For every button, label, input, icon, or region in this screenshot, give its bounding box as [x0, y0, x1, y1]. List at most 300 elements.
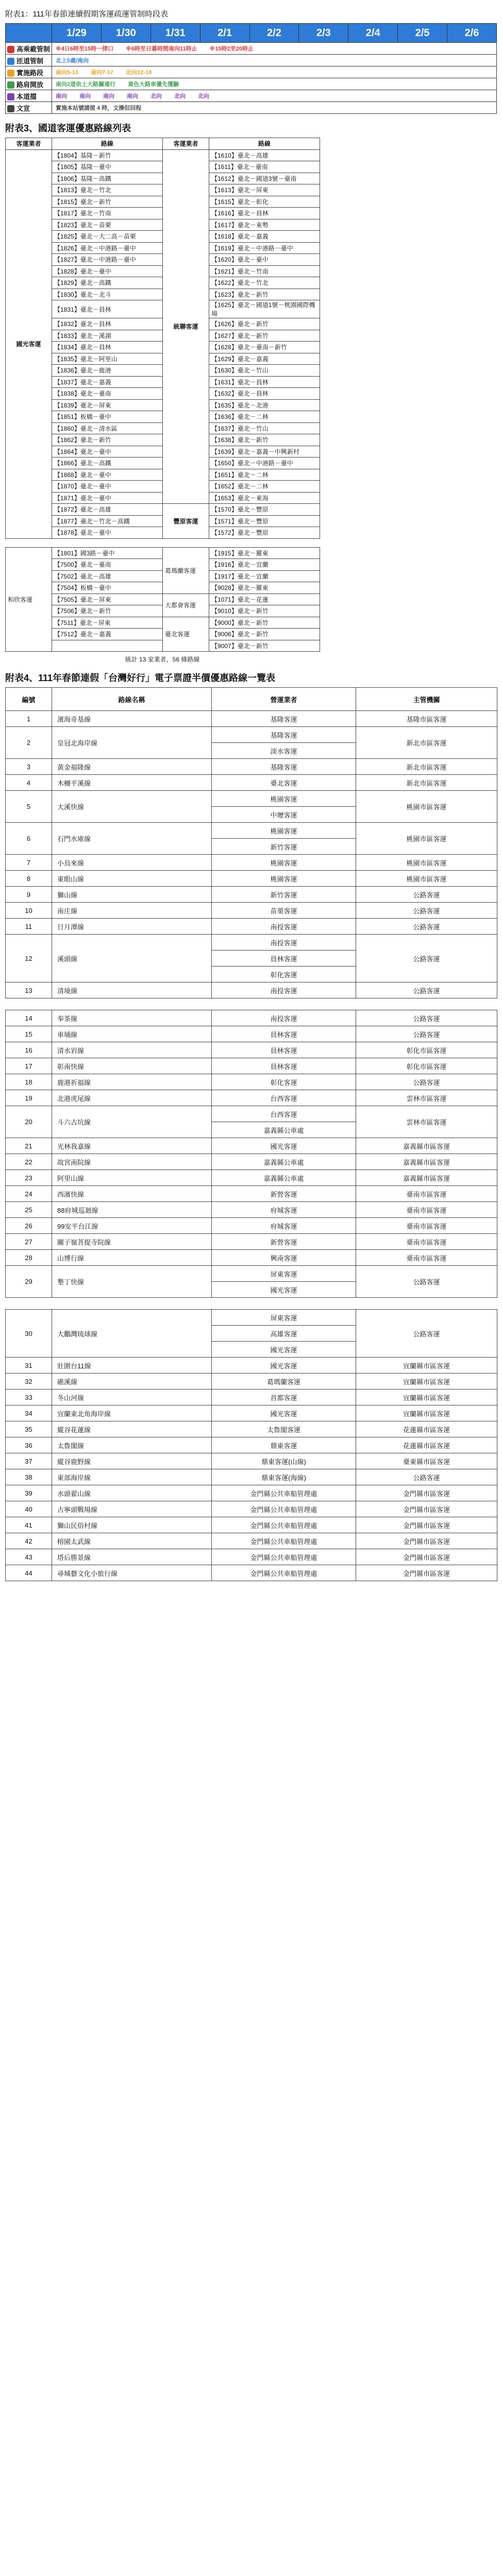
row-icon — [7, 46, 14, 53]
t4-no: 39 — [6, 1485, 52, 1501]
t3c-right-company: 葛瑪蘭客運 — [163, 547, 209, 594]
t4-authority: 臺南市區客運 — [356, 1250, 497, 1266]
t4-route-name: 太魯閣線 — [52, 1437, 212, 1453]
schedule-row-content — [52, 78, 497, 90]
t4-operator: 金門縣公共車船管理處 — [212, 1485, 356, 1501]
t4-route-name: 石門水庫線 — [52, 823, 212, 855]
t4-no: 36 — [6, 1437, 52, 1453]
t4-authority: 雲林市區客運 — [356, 1106, 497, 1138]
t4-operator: 員林客運 — [212, 1042, 356, 1058]
t4-authority: 嘉義縣市區客運 — [356, 1170, 497, 1186]
t4-no: 16 — [6, 1042, 52, 1058]
t4-operator: 桃園客運 — [212, 855, 356, 871]
t3-header: 客運業者 — [163, 138, 209, 150]
t4-route-name: 溪頭線 — [52, 935, 212, 982]
schedule-item: 南向 — [79, 93, 91, 99]
t4-authority: 臺南市區客運 — [356, 1202, 497, 1218]
schedule-item: 黃色大路車優先獲驗 — [128, 81, 179, 88]
t4-operator: 彰化客運 — [212, 1074, 356, 1090]
t3c-left-route: 【1801】國3路－臺中 — [52, 547, 163, 559]
row-icon — [7, 81, 14, 89]
t3c-right-route: 【1917】臺北－宜蘭 — [209, 570, 320, 582]
t4-header: 主管機關 — [356, 688, 497, 711]
t3-right-route: 【1628】臺北－臺南－新竹 — [209, 342, 320, 353]
schedule-item: 北向 — [150, 93, 162, 99]
t4-operator: 新營客運 — [212, 1186, 356, 1202]
t4-route-name: 木柵平溪線 — [52, 775, 212, 791]
t4-operator: 嘉義縣公車處 — [212, 1154, 356, 1170]
schedule-row-content — [52, 43, 497, 55]
schedule-item: ※4日6時至15時一律口 — [56, 46, 114, 52]
t4-no: 38 — [6, 1469, 52, 1485]
t4-authority: 公路客運 — [356, 982, 497, 998]
t3-left-route: 【1839】臺北－屏東 — [52, 399, 163, 411]
t4-operator: 台西客運 — [212, 1090, 356, 1106]
t3-header: 客運業者 — [6, 138, 52, 150]
t3-header: 路線 — [52, 138, 163, 150]
t3-left-route: 【1833】臺北－溪湖 — [52, 330, 163, 342]
t4-no: 32 — [6, 1374, 52, 1389]
t4-route-name: 山博行線 — [52, 1250, 212, 1266]
t3-left-route: 【1870】臺北－臺中 — [52, 481, 163, 493]
schedule-item: 北向 — [174, 93, 186, 99]
t3-right-route: 【1639】臺北－嘉義－中興新村 — [209, 446, 320, 457]
t4-operator: 新營客運 — [212, 1234, 356, 1250]
t4-operator: 金門縣公共車船管理處 — [212, 1517, 356, 1533]
t4-route-name: 冬山河線 — [52, 1389, 212, 1405]
t4-no: 19 — [6, 1090, 52, 1106]
t4-no: 30 — [6, 1310, 52, 1358]
t3-left-route: 【1877】臺北－竹北－高鐵 — [52, 515, 163, 527]
t3-left-route: 【1872】臺北－高雄 — [52, 504, 163, 516]
t4-no: 41 — [6, 1517, 52, 1533]
t4-route-name: 獅山線 — [52, 887, 212, 903]
t4-no: 24 — [6, 1186, 52, 1202]
t3-right-route: 【1570】臺北－豐原 — [209, 504, 320, 516]
t4-no: 6 — [6, 823, 52, 855]
t4-no: 29 — [6, 1266, 52, 1298]
row-icon — [7, 105, 14, 112]
t3-header: 路線 — [209, 138, 320, 150]
t3-left-route: 【1835】臺北－阿里山 — [52, 353, 163, 365]
schedule-item: 實施本站號請提 4 時，文操但回程 — [56, 105, 142, 111]
t3-right-company: 統聯客運 — [163, 149, 209, 504]
schedule-row-label-text: 文宣 — [16, 104, 30, 112]
t3c-left-company: 和欣客運 — [6, 547, 52, 652]
t3-right-route: 【1650】臺北－中港路－臺中 — [209, 457, 320, 469]
t4-route-name: 清境線 — [52, 982, 212, 998]
t3-left-route: 【1862】臺北－新竹 — [52, 434, 163, 446]
schedule-row-label-text: 路肩開放 — [16, 80, 44, 89]
t4-route-name: 故宮南院線 — [52, 1154, 212, 1170]
t3c-right-route: 【1916】臺北－宜蘭 — [209, 559, 320, 571]
t4-no: 15 — [6, 1026, 52, 1042]
t4-no: 44 — [6, 1565, 52, 1581]
t4-authority: 桃園市區客運 — [356, 791, 497, 823]
t4-route-name: 車埔線 — [52, 1026, 212, 1042]
t3-left-route: 【1828】臺北－臺中 — [52, 265, 163, 277]
t4-route-name: 皇冠北海岸線 — [52, 727, 212, 759]
t4-title: 附表4、111年春節連假「台灣好行」電子票證半價優惠路線一覽表 — [5, 673, 276, 683]
schedule-row-content — [52, 90, 497, 102]
t3-right-route: 【1651】臺北－二林 — [209, 469, 320, 481]
t4-route-name: 黃金福隆線 — [52, 759, 212, 775]
schedule-row-label-text: 本道擋 — [16, 92, 37, 100]
t4-no: 1 — [6, 711, 52, 727]
t4-no: 2 — [6, 727, 52, 759]
t4-no: 14 — [6, 1010, 52, 1026]
t3-right-route: 【1638】臺北－新竹 — [209, 434, 320, 446]
t4-authority: 新北市區客運 — [356, 759, 497, 775]
t4-route-name: 99安平台江線 — [52, 1218, 212, 1234]
t4-operator: 屏東客運 — [212, 1310, 356, 1326]
t3-right-route: 【1572】臺北－豐原 — [209, 527, 320, 539]
t4-no: 22 — [6, 1154, 52, 1170]
schedule-item: 北上5處/南向 — [56, 58, 89, 64]
t4-no: 5 — [6, 791, 52, 823]
t4-operator: 高雄客運 — [212, 1326, 356, 1342]
t3-right-route: 【1622】臺北－竹北 — [209, 277, 320, 289]
t4-authority: 新北市區客運 — [356, 775, 497, 791]
t3-right-route: 【1611】臺北－臺南 — [209, 161, 320, 173]
t3-left-company: 國光客運 — [6, 149, 52, 538]
t4-authority: 公路客運 — [356, 1010, 497, 1026]
t4-authority: 公路客運 — [356, 1310, 497, 1358]
t4-authority: 彰化市區客運 — [356, 1042, 497, 1058]
t4-operator: 南投客運 — [212, 982, 356, 998]
t3-right-route: 【1632】臺北－員林 — [209, 388, 320, 400]
t3-right-route: 【1620】臺北－臺中 — [209, 254, 320, 266]
t3c-left-route: 【7511】臺北－屏東 — [52, 617, 163, 629]
t3c-left-route — [52, 640, 163, 652]
t4-authority: 桃園市區客運 — [356, 871, 497, 887]
t4-operator: 葛瑪蘭客運 — [212, 1374, 356, 1389]
schedule-item: 南向7-17 — [91, 70, 114, 76]
schedule-date: 2/2 — [249, 24, 299, 43]
t3-left-route: 【1815】臺北－新竹 — [52, 196, 163, 208]
t4-authority: 金門縣市區客運 — [356, 1485, 497, 1501]
t4-authority: 宜蘭縣市區客運 — [356, 1405, 497, 1421]
t4-route-name: 彰南快線 — [52, 1058, 212, 1074]
t4-authority: 公路客運 — [356, 903, 497, 919]
t3-left-route: 【1860】臺北－清水區 — [52, 422, 163, 434]
schedule-date: 2/3 — [299, 24, 348, 43]
schedule-item: 北向 — [198, 93, 209, 99]
t4-no: 12 — [6, 935, 52, 982]
t4-authority: 臺東縣市區客運 — [356, 1453, 497, 1469]
t4-route-name: 大溪快線 — [52, 791, 212, 823]
t3c-mid-company-0: 大都會客運 — [163, 594, 209, 617]
t4-authority: 宜蘭縣市區客運 — [356, 1374, 497, 1389]
t4-route-name: 斗六古坑線 — [52, 1106, 212, 1138]
t4-operator: 鼎東客運(山線) — [212, 1453, 356, 1469]
t4-route-name: 東部海岸線 — [52, 1469, 212, 1485]
t4-operator: 南投客運 — [212, 919, 356, 935]
t4-authority: 公路客運 — [356, 1469, 497, 1485]
t4-authority: 公路客運 — [356, 1266, 497, 1298]
row-icon — [7, 70, 14, 77]
t4-route-name: 縱谷鹿野線 — [52, 1453, 212, 1469]
row-icon — [7, 58, 14, 65]
t4-route-name: 阿里山線 — [52, 1170, 212, 1186]
t3-right-route: 【1630】臺北－竹山 — [209, 365, 320, 377]
t4-operator: 南投客運 — [212, 1010, 356, 1026]
t4-authority: 公路客運 — [356, 919, 497, 935]
t4-header: 編號 — [6, 688, 52, 711]
schedule-table — [5, 23, 497, 114]
t4-no: 31 — [6, 1358, 52, 1374]
t4-page-gap — [6, 998, 497, 1010]
t3-right-route: 【1652】臺北－二林 — [209, 481, 320, 493]
t4-no: 3 — [6, 759, 52, 775]
t4-operator: 員林客運 — [212, 1026, 356, 1042]
t4-operator: 太魯閣客運 — [212, 1421, 356, 1437]
t3-right-route: 【1619】臺北－中港路－臺中 — [209, 242, 320, 254]
t3c-left-route: 【7505】臺北－屏東 — [52, 594, 163, 605]
t4-operator: 府城客運 — [212, 1218, 356, 1234]
t4-operator: 苗栗客運 — [212, 903, 356, 919]
t3-left-route: 【1823】臺北－苗栗 — [52, 219, 163, 231]
t3c-right-route: 【1915】臺北－羅東 — [209, 547, 320, 559]
t3-left-route: 【1878】臺北－臺中 — [52, 527, 163, 539]
t3c-right-route: 【9000】臺北－新竹 — [209, 617, 320, 629]
schedule-row-label — [6, 55, 52, 66]
t3-right-route: 【1637】臺北－竹山 — [209, 422, 320, 434]
t3c-left-route: 【7502】臺北－高雄 — [52, 570, 163, 582]
t3c-right-route: 【9028】臺北－羅東 — [209, 582, 320, 594]
schedule-date: 1/30 — [101, 24, 150, 43]
t4-authority: 金門縣市區客運 — [356, 1517, 497, 1533]
t4-route-name: 礁溪線 — [52, 1374, 212, 1389]
t4-operator: 金門縣公共車船管理處 — [212, 1565, 356, 1581]
t4-operator: 員林客運 — [212, 1058, 356, 1074]
t3-left-route: 【1866】臺北－高鐵 — [52, 457, 163, 469]
t4-route-name: 鹿港祈福線 — [52, 1074, 212, 1090]
schedule-date: 2/6 — [447, 24, 497, 43]
schedule-item: 南向 — [127, 93, 138, 99]
t3-right-route: 【1635】臺北－北港 — [209, 399, 320, 411]
t4-operator: 鼎東客運 — [212, 1437, 356, 1453]
t4-operator: 府城客運 — [212, 1202, 356, 1218]
t4-no: 10 — [6, 903, 52, 919]
t4-operator: 員林客運 — [212, 951, 356, 967]
t4-authority: 雲林市區客運 — [356, 1090, 497, 1106]
t3-left-route: 【1834】臺北－員林 — [52, 342, 163, 353]
t4-route-name: 尋城藝文化小旅行線 — [52, 1565, 212, 1581]
t3-right-route: 【1625】臺北－國道1號－桃園國際機場 — [209, 300, 320, 318]
t3-title: 附表3、國道客運優惠路線列表 — [5, 123, 131, 133]
t3-right-route: 【1626】臺北－新竹 — [209, 318, 320, 330]
t4-table — [5, 687, 497, 1581]
schedule-row-label — [6, 90, 52, 102]
schedule-corner — [6, 24, 52, 43]
t4-operator: 桃園客運 — [212, 871, 356, 887]
t4-no: 8 — [6, 871, 52, 887]
t3c-mid-company-1: 臺北客運 — [163, 617, 209, 652]
t4-no: 9 — [6, 887, 52, 903]
t4-operator: 國光客運 — [212, 1282, 356, 1298]
t4-authority: 臺南市區客運 — [356, 1218, 497, 1234]
t3-left-route: 【1804】基隆－新竹 — [52, 149, 163, 161]
t4-operator: 基隆客運 — [212, 727, 356, 743]
t4-operator: 南投客運 — [212, 935, 356, 951]
t4-no: 34 — [6, 1405, 52, 1421]
t4-operator: 金門縣公共車船管理處 — [212, 1533, 356, 1549]
t4-route-name: 縱谷花蓮線 — [52, 1421, 212, 1437]
t4-no: 21 — [6, 1138, 52, 1154]
t4-authority: 金門縣市區客運 — [356, 1501, 497, 1517]
schedule-item: ※6時至日暮時間南向11時止 — [126, 46, 197, 52]
t4-operator: 嘉義縣公車處 — [212, 1122, 356, 1138]
t3-left-route: 【1868】臺北－臺中 — [52, 469, 163, 481]
t4-authority: 花蓮縣市區客運 — [356, 1421, 497, 1437]
t3-right-route: 【1629】臺北－嘉義 — [209, 353, 320, 365]
t4-authority: 公路客運 — [356, 1026, 497, 1042]
t4-operator: 台西客運 — [212, 1106, 356, 1122]
t4-operator: 鼎東客運(海線) — [212, 1469, 356, 1485]
t3-left-route: 【1837】臺北－嘉義 — [52, 376, 163, 388]
t3-left-route: 【1813】臺北－竹北 — [52, 184, 163, 196]
t4-header: 營運業者 — [212, 688, 356, 711]
t4-route-name: 光林我嘉線 — [52, 1138, 212, 1154]
t4-route-name: 東眼山線 — [52, 871, 212, 887]
t4-no: 13 — [6, 982, 52, 998]
t4-authority: 嘉義縣市區客運 — [356, 1154, 497, 1170]
t3-left-route: 【1825】臺北－大二高－苗栗 — [52, 231, 163, 243]
t3-right-route: 【1631】臺北－員林 — [209, 376, 320, 388]
t4-operator: 新竹客運 — [212, 887, 356, 903]
t3c-left-route: 【7506】臺北－新竹 — [52, 605, 163, 617]
t3c-right-route: 【1071】臺北－花蓮 — [209, 594, 320, 605]
t4-route-name: 南庄線 — [52, 903, 212, 919]
t3-right-route: 【1615】臺北－彰化 — [209, 196, 320, 208]
t3-left-route: 【1871】臺北－臺中 — [52, 492, 163, 504]
row-icon — [7, 93, 14, 100]
t3c-right-route: 【9010】臺北－新竹 — [209, 605, 320, 617]
t4-operator: 首都客運 — [212, 1389, 356, 1405]
schedule-date: 1/29 — [52, 24, 102, 43]
t4-route-name: 宜蘭東北角海岸線 — [52, 1405, 212, 1421]
t3-right-route: 【1613】臺北－屏東 — [209, 184, 320, 196]
t4-authority: 桃園市區客運 — [356, 855, 497, 871]
t4-route-name: 墾丁快線 — [52, 1266, 212, 1298]
t3-right-route: 【1612】臺北－國道3號－臺南 — [209, 173, 320, 184]
t3-left-route: 【1838】臺北－臺南 — [52, 388, 163, 400]
t4-no: 7 — [6, 855, 52, 871]
t4-route-name: 北港虎尾線 — [52, 1090, 212, 1106]
t4-no: 23 — [6, 1170, 52, 1186]
t4-no: 17 — [6, 1058, 52, 1074]
t3-left-route: 【1826】臺北－中港路－臺中 — [52, 242, 163, 254]
t4-route-name: 塔后勝景線 — [52, 1549, 212, 1565]
schedule-item: 南向2道依上大路關連行 — [56, 81, 116, 88]
t3-right-route: 【1627】臺北－新竹 — [209, 330, 320, 342]
t4-authority: 公路客運 — [356, 935, 497, 982]
t4-operator: 基隆客運 — [212, 759, 356, 775]
t4-operator: 國光客運 — [212, 1138, 356, 1154]
t3c-left-route: 【7512】臺北－嘉義 — [52, 629, 163, 640]
t4-no: 40 — [6, 1501, 52, 1517]
t4-operator: 新竹客運 — [212, 839, 356, 855]
schedule-item: 南向 — [103, 93, 114, 99]
schedule-row-content — [52, 55, 497, 66]
t4-authority: 公路客運 — [356, 1074, 497, 1090]
t3-left-route: 【1817】臺北－竹南 — [52, 208, 163, 219]
t4-operator: 金門縣公共車船管理處 — [212, 1549, 356, 1565]
t4-authority: 公路客運 — [356, 887, 497, 903]
t3-right-route: 【1617】臺北－東勢 — [209, 219, 320, 231]
t4-no: 11 — [6, 919, 52, 935]
t4-no: 35 — [6, 1421, 52, 1437]
t3-right-route: 【1621】臺北－竹南 — [209, 265, 320, 277]
t4-operator: 國光客運 — [212, 1358, 356, 1374]
t3c-left-route: 【7500】臺北－臺南 — [52, 559, 163, 571]
t4-authority: 臺南市區客運 — [356, 1234, 497, 1250]
t3-right-extra-company: 豐原客運 — [163, 504, 209, 539]
schedule-row-label-text: 高乘載管制 — [16, 45, 51, 53]
t4-no: 25 — [6, 1202, 52, 1218]
t4-authority: 金門縣市區客運 — [356, 1549, 497, 1565]
t4-route-name: 大鵬灣琉球線 — [52, 1310, 212, 1358]
t4-operator: 嘉義縣公車處 — [212, 1170, 356, 1186]
t3c-left-route: 【7504】板橋－臺中 — [52, 582, 163, 594]
schedule-row-content — [52, 102, 497, 114]
t3-left-route: 【1851】板橋－臺中 — [52, 411, 163, 423]
t4-authority: 金門縣市區客運 — [356, 1533, 497, 1549]
t4-operator: 彰化客運 — [212, 967, 356, 982]
t4-no: 28 — [6, 1250, 52, 1266]
schedule-item: ※15時2至20時止 — [209, 46, 254, 52]
t3-left-route: 【1830】臺北－北斗 — [52, 289, 163, 300]
t3-right-route: 【1618】臺北－嘉義 — [209, 231, 320, 243]
t4-no: 27 — [6, 1234, 52, 1250]
schedule-date: 1/31 — [150, 24, 200, 43]
schedule-row-label — [6, 43, 52, 55]
t4-operator: 屏東客運 — [212, 1266, 356, 1282]
schedule-row-content — [52, 66, 497, 78]
t3-right-route: 【1571】臺北－豐原 — [209, 515, 320, 527]
schedule-date: 2/4 — [348, 24, 398, 43]
t4-authority: 桃園市區客運 — [356, 823, 497, 855]
schedule-item: 南向5-13 — [56, 70, 79, 76]
t3-left-route: 【1831】臺北－員林 — [52, 300, 163, 318]
t4-no: 4 — [6, 775, 52, 791]
t4-operator: 金門縣公共車船管理處 — [212, 1501, 356, 1517]
t4-header: 路線名稱 — [52, 688, 212, 711]
t3-left-route: 【1836】臺北－鹿港 — [52, 365, 163, 377]
t3-left-route: 【1827】臺北－中港路－臺中 — [52, 254, 163, 266]
t4-route-name: 榕園太武線 — [52, 1533, 212, 1549]
t3-left-route: 【1832】臺北－員林 — [52, 318, 163, 330]
t4-route-name: 小烏來線 — [52, 855, 212, 871]
t3-left-route: 【1829】臺北－高鐵 — [52, 277, 163, 289]
t3-right-route: 【1653】臺北－東海 — [209, 492, 320, 504]
doc-title: 附表1：111年春節連續假期客運疏運管制時段表 — [5, 10, 169, 19]
t4-authority: 嘉義縣市區客運 — [356, 1138, 497, 1154]
schedule-row-label-text: 實施路段 — [16, 69, 44, 77]
t3-right-route: 【1636】臺北－二林 — [209, 411, 320, 423]
t4-authority: 宜蘭縣市區客運 — [356, 1358, 497, 1374]
t4-route-name: 88府城巡迴線 — [52, 1202, 212, 1218]
t4-no: 26 — [6, 1218, 52, 1234]
schedule-date: 2/5 — [398, 24, 447, 43]
schedule-date: 2/1 — [200, 24, 249, 43]
t3c-right-route: 【9006】臺北－新竹 — [209, 629, 320, 640]
t4-route-name: 水頭翟山線 — [52, 1485, 212, 1501]
t3-right-route: 【1616】臺北－員林 — [209, 208, 320, 219]
t4-no: 43 — [6, 1549, 52, 1565]
t4-operator: 淡水客運 — [212, 743, 356, 759]
